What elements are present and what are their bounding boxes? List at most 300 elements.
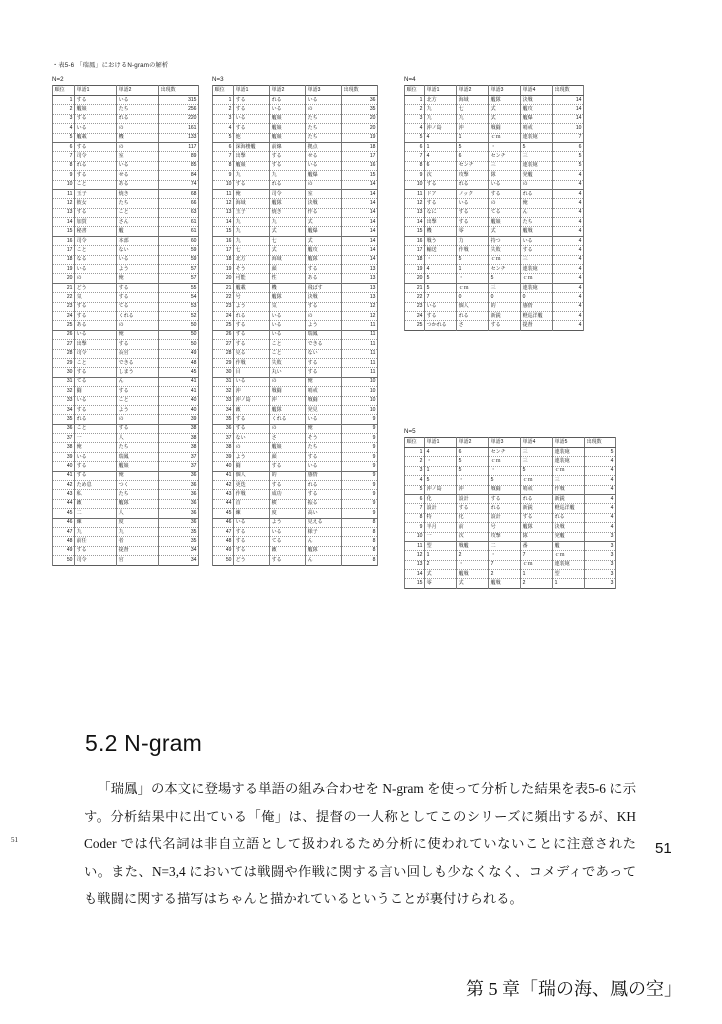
- word-cell: 隊: [521, 532, 553, 541]
- table-row: [213, 537, 378, 546]
- word-cell: 三: [521, 255, 553, 264]
- table-row: [53, 434, 199, 443]
- word-cell: 艦爆: [521, 114, 553, 123]
- rank-cell: 4: [213, 124, 234, 133]
- count-cell: 36: [159, 518, 199, 527]
- word-cell: 艦隊: [270, 199, 306, 208]
- word-cell: 連装砲: [553, 457, 585, 466]
- table-row: [405, 513, 616, 522]
- word-cell: の: [117, 142, 159, 151]
- word-cell: れる: [234, 311, 270, 320]
- rank-cell: 23: [53, 302, 75, 311]
- rank-cell: 11: [405, 189, 425, 198]
- count-cell: 11: [342, 349, 378, 358]
- count-cell: 10: [342, 405, 378, 414]
- word-cell: する: [75, 302, 117, 311]
- word-cell: そう: [306, 434, 342, 443]
- word-cell: こと: [75, 246, 117, 255]
- word-cell: する: [306, 368, 342, 377]
- word-cell: 0: [457, 293, 489, 302]
- word-cell: 作戦: [457, 246, 489, 255]
- word-cell: 1: [457, 265, 489, 274]
- word-cell: 連装砲: [521, 161, 553, 170]
- count-cell: 19: [342, 133, 378, 142]
- word-cell: 海域: [270, 255, 306, 264]
- word-cell: 人: [117, 509, 159, 518]
- word-cell: 新鋭: [553, 494, 585, 503]
- table-row: [213, 321, 378, 330]
- word-cell: 艦爆: [306, 227, 342, 236]
- column-header: 単語1: [425, 86, 457, 96]
- word-cell: てる: [270, 537, 306, 546]
- word-cell: れる: [489, 504, 521, 513]
- word-cell: 設計: [425, 504, 457, 513]
- header-row: [53, 86, 199, 96]
- word-cell: 決戦: [521, 96, 553, 105]
- rank-cell: 13: [213, 208, 234, 217]
- word-cell: 5: [489, 476, 521, 485]
- rank-cell: 46: [53, 518, 75, 527]
- word-cell: 三: [553, 476, 585, 485]
- column-header: 単語2: [117, 86, 159, 96]
- word-cell: ない: [117, 246, 159, 255]
- word-cell: 式: [425, 570, 457, 579]
- count-cell: 63: [159, 208, 199, 217]
- word-cell: 攻撃: [457, 171, 489, 180]
- rank-cell: 26: [53, 330, 75, 339]
- word-cell: 九: [234, 227, 270, 236]
- word-cell: 司令: [75, 152, 117, 161]
- rank-cell: 10: [53, 180, 75, 189]
- rank-cell: 41: [53, 471, 75, 480]
- word-cell: 式: [306, 218, 342, 227]
- rank-cell: 50: [213, 556, 234, 565]
- word-cell: 玉子: [234, 208, 270, 217]
- table-row: [213, 424, 378, 433]
- word-cell: する: [75, 471, 117, 480]
- count-cell: 20: [342, 124, 378, 133]
- word-cell: 艦隊: [270, 405, 306, 414]
- table-row: [405, 208, 584, 217]
- count-cell: 8: [342, 556, 378, 565]
- count-cell: 36: [342, 96, 378, 105]
- word-cell: ・: [425, 255, 457, 264]
- table-body: [53, 96, 199, 566]
- word-cell: 出撃: [75, 340, 117, 349]
- word-cell: たち: [306, 133, 342, 142]
- word-cell: 七: [457, 105, 489, 114]
- word-cell: 艦娘: [270, 124, 306, 133]
- word-cell: する: [521, 246, 553, 255]
- word-cell: 号: [489, 523, 521, 532]
- word-cell: する: [270, 556, 306, 565]
- word-cell: する: [306, 302, 342, 311]
- word-cell: ・: [489, 466, 521, 475]
- word-cell: 5: [425, 274, 457, 283]
- ngram-table-n3: [212, 85, 378, 566]
- word-cell: ｃｍ: [457, 283, 489, 292]
- word-cell: 戦艦: [457, 541, 489, 550]
- count-cell: 35: [159, 527, 199, 536]
- word-cell: 沖: [270, 396, 306, 405]
- count-cell: 36: [159, 509, 199, 518]
- rank-cell: 39: [213, 452, 234, 461]
- table-row: [53, 152, 199, 161]
- word-cell: 司令: [75, 349, 117, 358]
- word-cell: の: [270, 424, 306, 433]
- word-cell: いる: [117, 161, 159, 170]
- count-cell: 38: [159, 424, 199, 433]
- count-cell: 4: [585, 513, 616, 522]
- table-row: [213, 265, 378, 274]
- count-cell: 52: [159, 311, 199, 320]
- word-cell: 艦載: [75, 133, 117, 142]
- table-row: [53, 311, 199, 320]
- word-cell: 5: [425, 476, 457, 485]
- word-cell: 失敗: [270, 358, 306, 367]
- word-cell: そう: [234, 265, 270, 274]
- word-cell: 6: [457, 448, 489, 457]
- word-cell: 彼女: [75, 199, 117, 208]
- table-caption: ・表5-6 「瑞鳳」におけるN-gramの解析: [52, 62, 169, 69]
- word-cell: 型: [553, 570, 585, 579]
- word-cell: する: [117, 283, 159, 292]
- word-cell: 三: [489, 283, 521, 292]
- table-row: [405, 124, 584, 133]
- word-cell: 九: [234, 171, 270, 180]
- table-row: [213, 546, 378, 555]
- word-cell: いる: [75, 330, 117, 339]
- rank-cell: 23: [405, 302, 425, 311]
- word-cell: 感情: [306, 471, 342, 480]
- word-cell: こと: [270, 349, 306, 358]
- word-cell: 俺: [306, 377, 342, 386]
- word-cell: 決戦: [553, 523, 585, 532]
- count-cell: 55: [159, 283, 199, 292]
- rank-cell: 9: [405, 523, 425, 532]
- word-cell: こと: [75, 358, 117, 367]
- table-row: [53, 133, 199, 142]
- table-row: [213, 114, 378, 123]
- count-cell: 4: [553, 180, 584, 189]
- rank-cell: 29: [53, 358, 75, 367]
- word-cell: れる: [75, 161, 117, 170]
- count-cell: 4: [585, 494, 616, 503]
- word-cell: 的: [489, 302, 521, 311]
- word-cell: 顔: [270, 265, 306, 274]
- table-head: [213, 86, 378, 96]
- rank-cell: 9: [405, 171, 425, 180]
- count-cell: 17: [342, 152, 378, 161]
- table-row: [405, 321, 584, 330]
- table-row: [53, 462, 199, 471]
- count-cell: 41: [159, 377, 199, 386]
- table-row: [53, 527, 199, 536]
- count-cell: 4: [553, 321, 584, 330]
- word-cell: 度: [270, 509, 306, 518]
- word-cell: ｃｍ: [521, 560, 553, 569]
- word-cell: 瑞鳳: [117, 452, 159, 461]
- count-cell: 6: [553, 142, 584, 151]
- word-cell: する: [457, 504, 489, 513]
- word-cell: つかれる: [425, 321, 457, 330]
- rank-cell: 5: [405, 485, 425, 494]
- word-cell: 室: [306, 189, 342, 198]
- word-cell: 1: [521, 570, 553, 579]
- count-cell: 18: [342, 142, 378, 151]
- table-row: [405, 142, 584, 151]
- word-cell: する: [75, 171, 117, 180]
- word-cell: する: [234, 424, 270, 433]
- word-cell: 艦隊: [306, 255, 342, 264]
- rank-cell: 3: [53, 114, 75, 123]
- count-cell: 8: [342, 537, 378, 546]
- table-head: [405, 438, 616, 448]
- word-cell: 戦う: [425, 236, 457, 245]
- word-cell: いる: [75, 124, 117, 133]
- count-cell: 74: [159, 180, 199, 189]
- count-cell: 13: [342, 293, 378, 302]
- word-cell: 司令: [270, 189, 306, 198]
- count-cell: 4: [585, 466, 616, 475]
- word-cell: 発艦: [521, 171, 553, 180]
- word-cell: する: [457, 208, 489, 217]
- table-row: [53, 358, 199, 367]
- word-cell: 瑞鳳: [306, 330, 342, 339]
- rank-cell: 4: [405, 476, 425, 485]
- table-row: [53, 218, 199, 227]
- word-cell: 戦闘: [489, 124, 521, 133]
- word-cell: ｃｍ: [521, 274, 553, 283]
- count-cell: 4: [553, 311, 584, 320]
- ngram-table-n4: [404, 85, 584, 331]
- word-cell: 号: [234, 293, 270, 302]
- rank-cell: 44: [213, 499, 234, 508]
- rank-cell: 27: [53, 340, 75, 349]
- word-cell: 新鋭: [489, 311, 521, 320]
- word-cell: 5: [489, 274, 521, 283]
- table-row: [405, 551, 616, 560]
- count-cell: 40: [159, 396, 199, 405]
- word-cell: 加賀: [75, 218, 117, 227]
- word-cell: の: [117, 415, 159, 424]
- table-row: [213, 311, 378, 320]
- word-cell: 七: [270, 236, 306, 245]
- table-row: [53, 443, 199, 452]
- count-cell: 9: [342, 452, 378, 461]
- word-cell: する: [234, 180, 270, 189]
- word-cell: する: [489, 189, 521, 198]
- count-cell: 3: [585, 551, 616, 560]
- word-cell: する: [234, 546, 270, 555]
- count-cell: 5: [553, 161, 584, 170]
- table-row: [213, 142, 378, 151]
- word-cell: いる: [75, 396, 117, 405]
- word-cell: いる: [457, 199, 489, 208]
- word-cell: 0: [521, 293, 553, 302]
- table-row: [53, 518, 199, 527]
- table-row: [213, 124, 378, 133]
- count-cell: 35: [342, 105, 378, 114]
- table-row: [405, 96, 584, 105]
- count-cell: 60: [159, 236, 199, 245]
- rank-cell: 19: [53, 265, 75, 274]
- word-cell: 様子: [306, 527, 342, 536]
- count-cell: 13: [342, 265, 378, 274]
- table-row: [213, 434, 378, 443]
- word-cell: する: [270, 161, 306, 170]
- word-cell: 決戦: [306, 293, 342, 302]
- word-cell: 6: [457, 152, 489, 161]
- word-cell: 6: [425, 161, 457, 170]
- rank-cell: 14: [405, 218, 425, 227]
- table-row: [405, 579, 616, 588]
- word-cell: 艦娘: [270, 443, 306, 452]
- rank-cell: 22: [405, 293, 425, 302]
- table-row: [405, 199, 584, 208]
- word-cell: の: [306, 311, 342, 320]
- header-row: [405, 86, 584, 96]
- section-heading: 5.2 N-gram: [85, 730, 203, 756]
- table-row: [53, 265, 199, 274]
- word-cell: する: [75, 142, 117, 151]
- word-cell: する: [425, 180, 457, 189]
- rank-cell: 15: [213, 227, 234, 236]
- count-cell: 10: [342, 387, 378, 396]
- word-cell: ん: [306, 537, 342, 546]
- rank-cell: 39: [53, 452, 75, 461]
- word-cell: 特: [425, 513, 457, 522]
- word-cell: 作戦: [553, 485, 585, 494]
- count-cell: 3: [585, 570, 616, 579]
- rank-cell: 30: [213, 368, 234, 377]
- rank-cell: 8: [405, 513, 425, 522]
- rank-cell: 47: [213, 527, 234, 536]
- word-cell: 闘: [234, 462, 270, 471]
- word-cell: ・: [489, 551, 521, 560]
- count-cell: 36: [159, 490, 199, 499]
- word-cell: 北方: [234, 255, 270, 264]
- table-row: [53, 349, 199, 358]
- rank-cell: 7: [405, 504, 425, 513]
- table-row: [213, 349, 378, 358]
- word-cell: 次: [457, 532, 489, 541]
- word-cell: 艦隊: [521, 523, 553, 532]
- count-cell: 14: [342, 208, 378, 217]
- word-cell: する: [117, 340, 159, 349]
- table-row: [213, 236, 378, 245]
- word-cell: 二: [75, 509, 117, 518]
- count-cell: 4: [553, 246, 584, 255]
- column-header: 順位: [213, 86, 234, 96]
- word-cell: 式: [306, 236, 342, 245]
- word-cell: 式: [457, 579, 489, 588]
- count-cell: 14: [342, 236, 378, 245]
- rank-cell: 4: [53, 124, 75, 133]
- word-cell: 九: [117, 527, 159, 536]
- word-cell: 艦隊: [489, 96, 521, 105]
- count-cell: 85: [159, 161, 199, 170]
- table-row: [213, 189, 378, 198]
- word-cell: 丸い: [270, 368, 306, 377]
- table-row: [405, 189, 584, 198]
- rank-cell: 40: [213, 462, 234, 471]
- table-row: [405, 152, 584, 161]
- word-cell: 性: [270, 274, 306, 283]
- table-row: [213, 377, 378, 386]
- word-cell: れる: [553, 513, 585, 522]
- rank-cell: 9: [213, 171, 234, 180]
- word-cell: こと: [117, 208, 159, 217]
- word-cell: 三: [489, 161, 521, 170]
- word-cell: 人: [117, 434, 159, 443]
- table-row: [405, 218, 584, 227]
- count-cell: 14: [342, 199, 378, 208]
- rank-cell: 49: [213, 546, 234, 555]
- word-cell: てる: [489, 208, 521, 217]
- rank-cell: 45: [213, 509, 234, 518]
- word-cell: する: [489, 321, 521, 330]
- rank-cell: 26: [213, 330, 234, 339]
- word-cell: 九: [234, 236, 270, 245]
- word-cell: 攻撃: [489, 532, 521, 541]
- word-cell: 化: [425, 494, 457, 503]
- table-label-n4: N=4: [404, 76, 416, 83]
- rank-cell: 24: [53, 311, 75, 320]
- count-cell: 8: [342, 518, 378, 527]
- table-row: [213, 330, 378, 339]
- rank-cell: 3: [405, 466, 425, 475]
- word-cell: 2: [457, 551, 489, 560]
- word-cell: センチ: [489, 448, 521, 457]
- count-cell: 10: [553, 124, 584, 133]
- word-cell: 沖: [234, 387, 270, 396]
- word-cell: いる: [270, 321, 306, 330]
- count-cell: 4: [553, 255, 584, 264]
- table-row: [405, 171, 584, 180]
- table-row: [405, 541, 616, 550]
- word-cell: 三: [521, 152, 553, 161]
- word-cell: の: [306, 105, 342, 114]
- rank-cell: 2: [53, 105, 75, 114]
- word-cell: 九: [425, 114, 457, 123]
- word-cell: 哨戒: [306, 387, 342, 396]
- word-cell: ある: [306, 274, 342, 283]
- word-cell: ｃｍ: [553, 551, 585, 560]
- rank-cell: 20: [53, 274, 75, 283]
- rank-cell: 11: [213, 189, 234, 198]
- word-cell: 戦闘: [270, 387, 306, 396]
- rank-cell: 24: [405, 311, 425, 320]
- count-cell: 4: [553, 171, 584, 180]
- rank-cell: 5: [53, 133, 75, 142]
- table-row: [53, 490, 199, 499]
- word-cell: 艦隊: [117, 499, 159, 508]
- count-cell: 9: [342, 481, 378, 490]
- word-cell: する: [117, 387, 159, 396]
- word-cell: ・: [425, 457, 457, 466]
- word-cell: よう: [270, 518, 306, 527]
- rank-cell: 27: [213, 340, 234, 349]
- word-cell: 飛ばす: [306, 283, 342, 292]
- rank-cell: 14: [53, 218, 75, 227]
- word-cell: れる: [75, 415, 117, 424]
- word-cell: 機: [117, 133, 159, 142]
- table-row: [213, 283, 378, 292]
- folio-right: 51: [655, 840, 672, 857]
- word-cell: する: [75, 405, 117, 414]
- word-cell: センチ: [489, 265, 521, 274]
